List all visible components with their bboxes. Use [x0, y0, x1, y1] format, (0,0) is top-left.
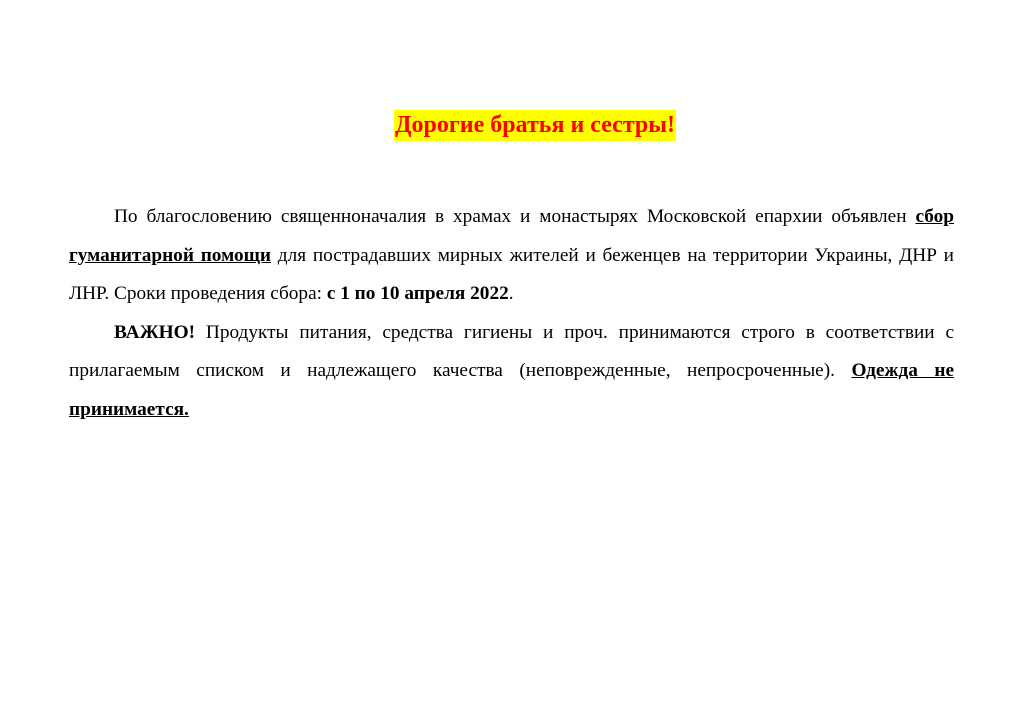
- paragraph-text: Продукты питания, средства гигиены и проч. принимаются строго в соответствии с прилагаемым списком и надлежащего качества (неповрежденные, непросроченные).: [69, 321, 954, 381]
- heading-container: [0, 110, 1024, 141]
- important-label: ВАЖНО!: [114, 321, 196, 343]
- paragraph-text: По благословению священноначалия в храмах и монастырях Московской епархии объявлен: [114, 206, 916, 227]
- paragraph-important: [69, 314, 954, 430]
- collection-dates: с 1 по 10 апреля 2022: [326, 283, 509, 304]
- paragraph-text: для пострадавших мирных жителей и беженцев на территории Украины, ДНР и ЛНР. Сроки проведения сбора:: [69, 244, 954, 304]
- document-heading: Дорогие братья и сестры!: [394, 110, 676, 141]
- paragraph-text: .: [508, 283, 514, 304]
- clothing-notice: Одежда не принимается.: [69, 360, 955, 420]
- paragraph-announcement: [69, 198, 954, 314]
- collection-emphasis: сбор гуманитарной помощи: [69, 206, 954, 266]
- document-body: [69, 198, 954, 429]
